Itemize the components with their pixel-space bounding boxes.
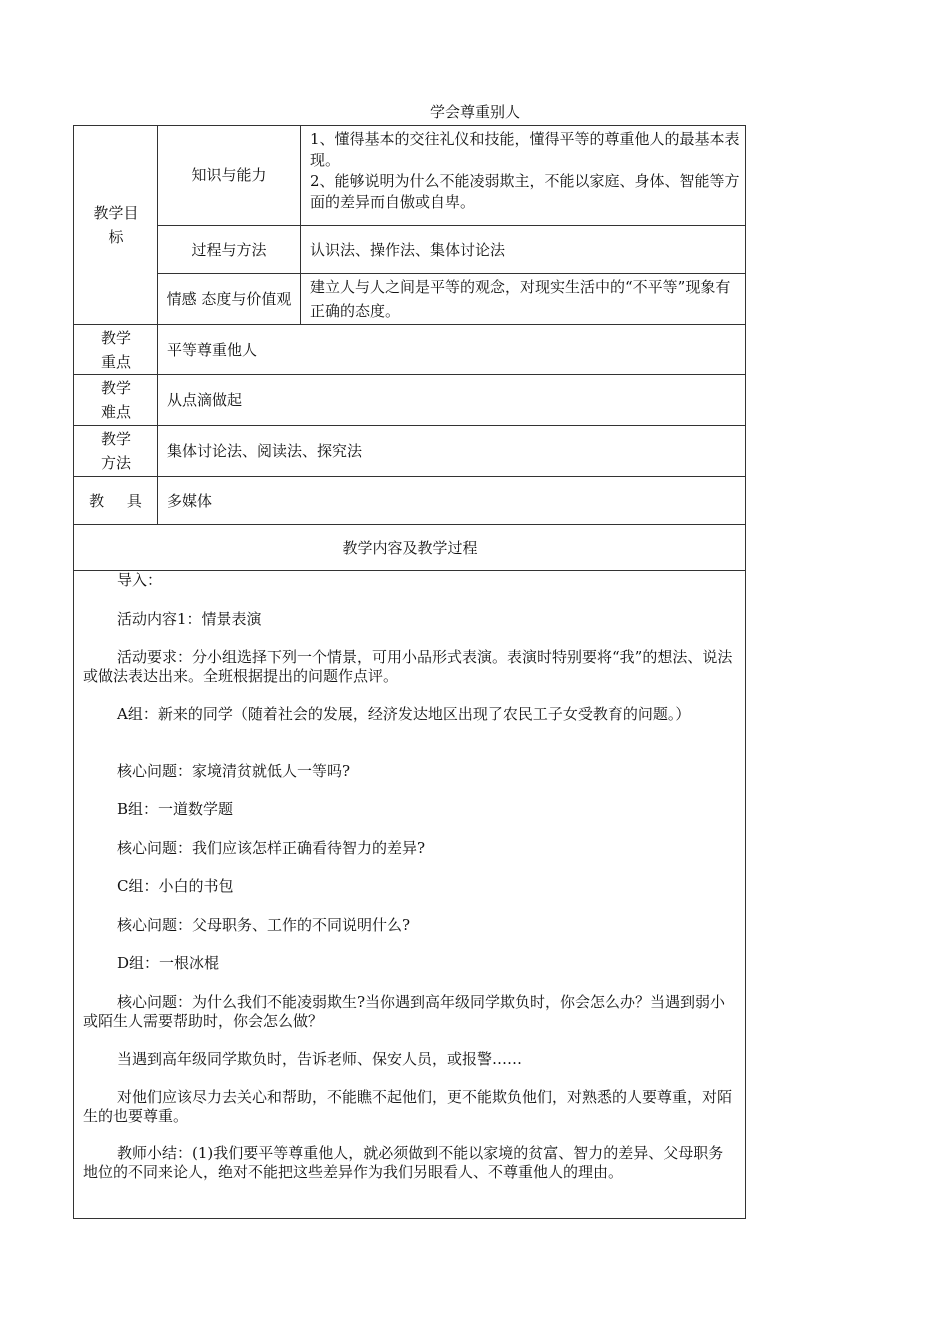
objective-category	[158, 226, 300, 273]
paragraph: 对他们应该尽力去关心和帮助，不能瞧不起他们，更不能欺负他们，对熟悉的人要尊重，对陌生的也要尊重。	[83, 1088, 733, 1125]
objectives-label	[88, 125, 144, 324]
objective-category	[162, 274, 296, 324]
paragraph: 核心问题：父母职务、工作的不同说明什么?	[117, 916, 411, 934]
objective-category-text: 过程与方法	[191, 240, 267, 259]
paragraph: B组：一道数学题	[117, 800, 234, 818]
row-content-key-points	[167, 325, 737, 374]
process-header-text: 教学内容及教学过程	[342, 538, 478, 557]
objective-item-1: 1、懂得基本的交往礼仪和技能，懂得平等的尊重他人的最基本表现。	[310, 130, 740, 169]
objective-content-text: 认识法、操作法、集体讨论法	[310, 240, 506, 259]
row-content-text: 平等尊重他人	[167, 340, 258, 359]
row-content-text: 多媒体	[167, 491, 213, 510]
paragraph: 核心问题：我们应该怎样正确看待智力的差异?	[117, 839, 426, 857]
table-divider	[300, 125, 301, 324]
objective-category	[158, 125, 300, 225]
row-content-text: 集体讨论法、阅读法、探究法	[167, 442, 363, 460]
row-label-tools	[74, 477, 157, 524]
objective-content	[310, 129, 740, 213]
paragraph: A组：新来的同学（随着社会的发展，经济发达地区出现了农民工子女受教育的问题。）	[117, 705, 691, 723]
row-content-methods	[167, 426, 737, 476]
paragraph: 活动要求：分小组选择下列一个情景，可用小品形式表演。表演时特别要将“我”的想法、说法或做法表达出来。全班根据提出的问题作点评。	[83, 648, 733, 685]
row-label-methods	[94, 426, 138, 476]
row-label-difficulties	[94, 375, 138, 425]
row-label-key-points	[94, 325, 138, 374]
row-label-text: 教学难点	[100, 379, 131, 421]
objective-content	[310, 274, 740, 324]
objective-content	[310, 226, 740, 273]
paragraph: 当遇到高年级同学欺负时，告诉老师、保安人员，或报警……	[117, 1050, 523, 1068]
paragraph: 核心问题：家境清贫就低人一等吗?	[117, 762, 351, 780]
paragraph: D组：一根冰棍	[117, 954, 220, 972]
objective-item-2: 2、能够说明为什么不能凌弱欺主，不能以家庭、身体、智能等方面的差异而自傲或自卑。	[310, 172, 740, 211]
paragraph: 导入：	[117, 571, 163, 589]
paragraph: 活动内容1：情景表演	[117, 610, 262, 628]
paragraph: 教师小结：(1)我们要平等尊重他人，就必须做到不能以家境的贫富、智力的差异、父母职务地位的不同来论人，绝对不能把这些差异作为我们另眼看人、不尊重他人的理由。	[83, 1144, 724, 1181]
objective-category-text: 情感 态度与价值观	[166, 290, 292, 308]
row-label-text: 教 具	[89, 491, 142, 510]
row-label-text: 教学方法	[100, 430, 131, 472]
objective-category-text: 知识与能力	[191, 166, 267, 184]
objective-content-text: 建立人与人之间是平等的观念，对现实生活中的“不平等”现象有正确的态度。	[310, 278, 731, 320]
process-header	[74, 525, 746, 570]
paragraph: C组：小白的书包	[117, 877, 234, 895]
row-content-difficulties	[167, 375, 737, 425]
row-content-text: 从点滴做起	[167, 391, 243, 409]
row-label-text: 教学重点	[100, 328, 131, 371]
document-title: 学会尊重别人	[429, 103, 520, 121]
row-content-tools	[167, 477, 737, 524]
paragraph: 核心问题：为什么我们不能凌弱欺生?当你遇到高年级同学欺负时，你会怎么办？当遇到弱小或陌生人需要帮助时，你会怎么做？	[83, 993, 726, 1030]
objectives-label-text: 教学目标	[93, 203, 139, 246]
